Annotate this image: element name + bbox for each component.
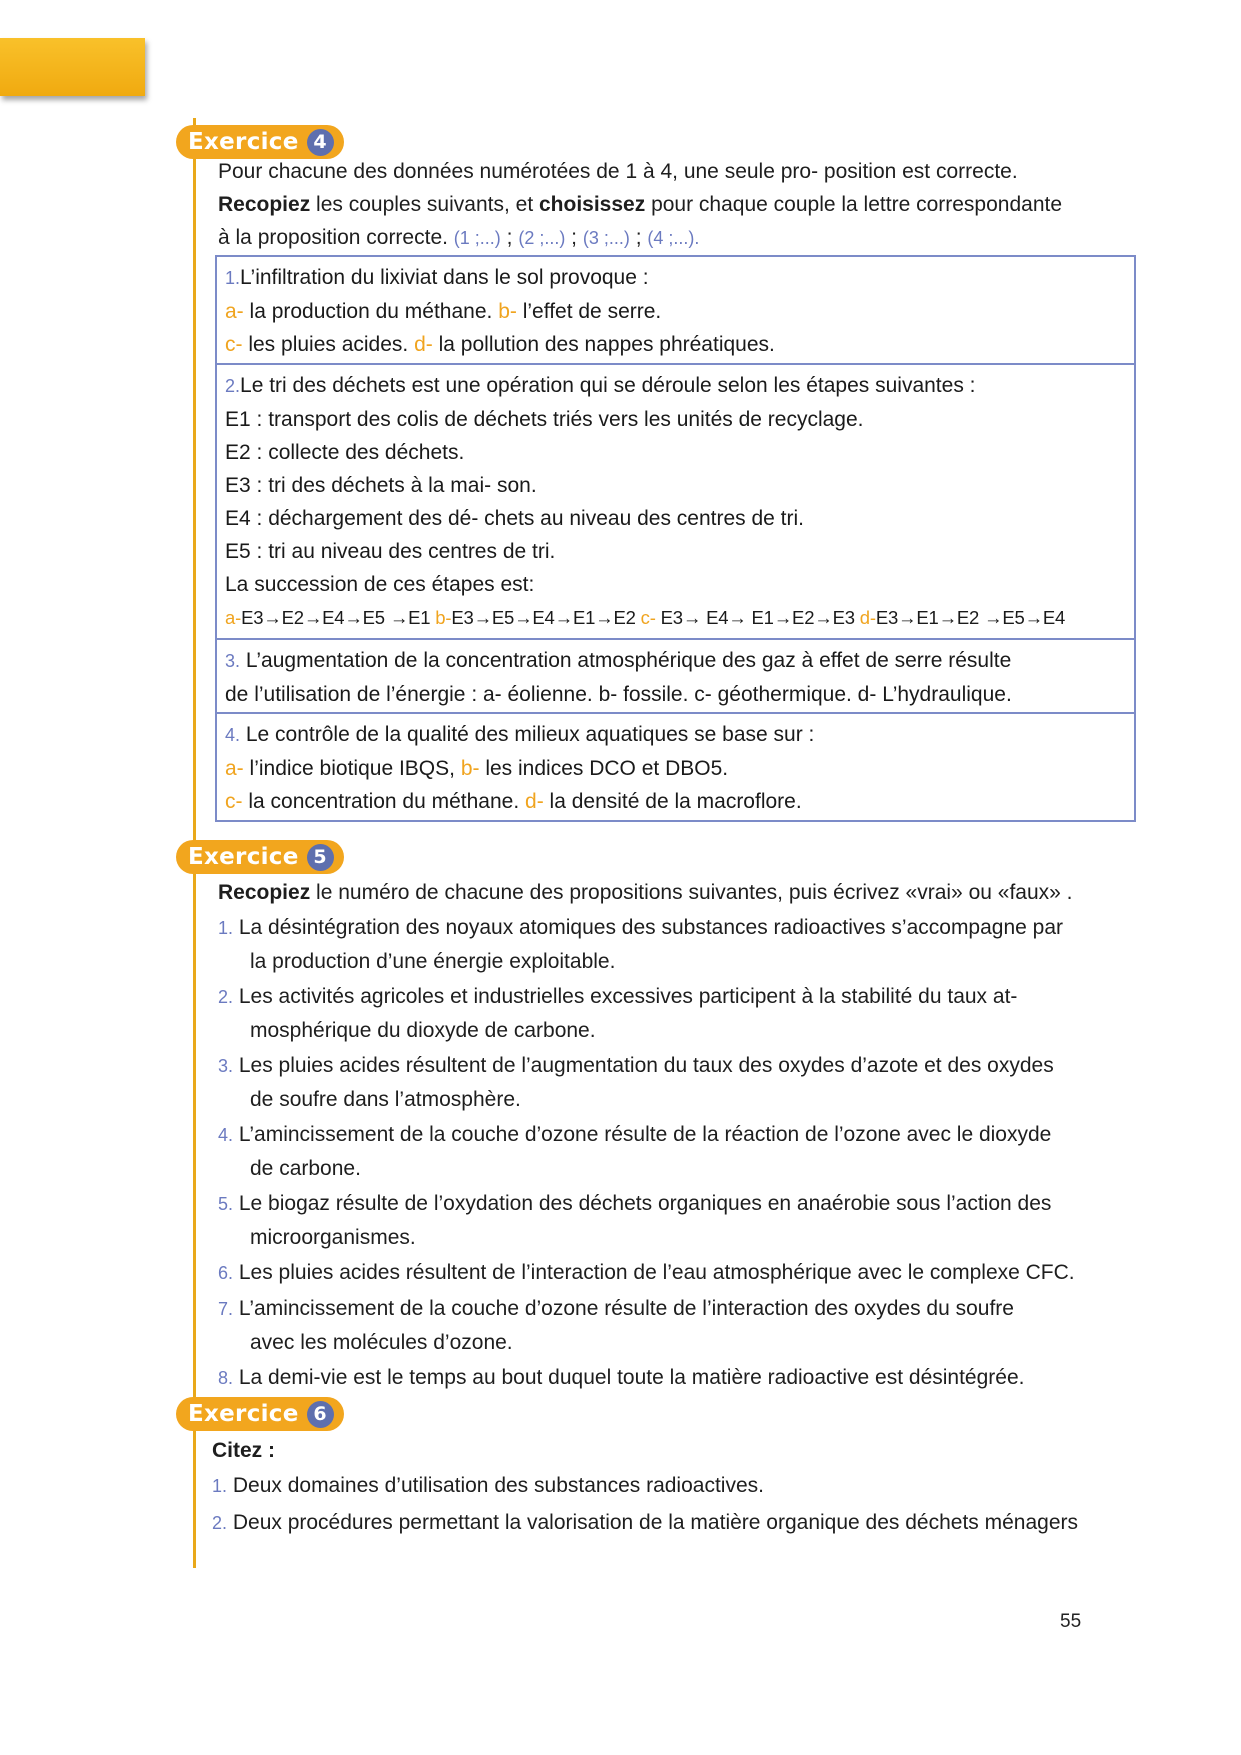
statement-line — [218, 1292, 1138, 1326]
citez-label: Citez : — [212, 1439, 275, 1462]
question-stem — [225, 718, 1126, 752]
intro-line-1: Pour chacune des données numérotées de 1 à 4, une seule pro- position est correcte. — [218, 160, 1018, 183]
exercise-title: Exercice — [188, 129, 299, 155]
statement-continuation: avec les molécules d’ozone. — [250, 1331, 513, 1354]
citez-item — [212, 1469, 1132, 1503]
exercise-5-intro — [218, 876, 1138, 909]
sequence-options — [225, 601, 1126, 634]
statement-number: 8. — [218, 1368, 234, 1388]
option-text: l’effet de serre. — [516, 300, 662, 323]
statement-item — [218, 911, 1138, 978]
option-letter: d- — [525, 790, 544, 813]
statement-line — [218, 1256, 1138, 1290]
question-box-2 — [215, 363, 1136, 640]
options-line — [225, 785, 1126, 818]
statement-continuation: mosphérique du dioxyde de carbone. — [250, 1019, 596, 1042]
option-text: les indices DCO et DBO5. — [479, 757, 729, 780]
exercise-6-header — [176, 1397, 344, 1431]
step-e1: E1 : transport des colis de déchets triés vers les unités de recyclage. — [225, 408, 864, 431]
option-text: E3→E1→E2 →E5→E4 — [875, 607, 1066, 628]
intro-text: à la proposition correcte. — [218, 226, 454, 249]
exercise-4-intro — [218, 155, 1138, 255]
option-letter: b- — [498, 300, 517, 323]
statement-number: 7. — [218, 1299, 234, 1319]
intro-line-3 — [218, 221, 1138, 255]
citez-item — [212, 1506, 1132, 1540]
statement-item — [218, 1118, 1138, 1185]
question-line: de l’utilisation de l’énergie : a- éolienne. b- fossile. c- géothermique. d- L’hydraulique. — [225, 683, 1012, 706]
statement-line — [218, 911, 1138, 945]
stem-text: L’infiltration du lixiviat dans le sol provoque : — [240, 266, 649, 289]
step-e4: E4 : déchargement des dé- chets au niveau des centres de tri. — [225, 507, 805, 530]
intro-bold-recopiez: Recopiez — [218, 193, 311, 216]
page-number: 55 — [1060, 1611, 1082, 1632]
pair-1: (1 ;...) — [453, 228, 501, 248]
statement-text: L’amincissement de la couche d’ozone résulte de l’interaction des oxydes du soufre — [233, 1297, 1014, 1320]
pair-sep: ; — [500, 226, 519, 249]
item-number: 1. — [212, 1476, 228, 1496]
intro-text: les couples suivants, et — [310, 193, 539, 216]
option-letter: b- — [460, 757, 480, 780]
options-line — [225, 295, 1126, 328]
statement-continuation: la production d’une énergie exploitable. — [250, 950, 616, 973]
option-text: la pollution des nappes phréatiques. — [432, 333, 775, 356]
option-text: E3→E5→E4→E1→E2 — [451, 607, 641, 628]
step-e3: E3 : tri des déchets à la mai- son. — [225, 474, 537, 497]
statement-item — [218, 1361, 1138, 1395]
intro-text: le numéro de chacune des propositions suivantes, puis écrivez «vrai» ou «faux» . — [310, 881, 1073, 904]
statement-item — [218, 1187, 1138, 1254]
pair-sep: ; — [629, 226, 648, 249]
option-letter: d- — [859, 607, 876, 628]
option-text: la production du méthane. — [243, 300, 499, 323]
exercise-number-badge: 5 — [307, 844, 334, 871]
exercise-number-badge: 4 — [307, 129, 334, 156]
statement-number: 2. — [218, 987, 234, 1007]
stem-text: Le contrôle de la qualité des milieux aquatiques se base sur : — [240, 723, 815, 746]
statement-line — [218, 1361, 1138, 1395]
stem-text: Le tri des déchets est une opération qui se déroule selon les étapes suivantes : — [240, 374, 976, 397]
question-box-4 — [215, 712, 1136, 822]
pair-3: (3 ;...) — [582, 228, 630, 248]
exercise-5-body — [218, 876, 1138, 1395]
intro-line-2 — [218, 188, 1138, 221]
statement-line — [218, 1049, 1138, 1083]
statement-line — [218, 1118, 1138, 1152]
statement-item — [218, 980, 1138, 1047]
question-box-1 — [215, 255, 1136, 365]
item-text: Deux domaines d’utilisation des substances radioactives. — [227, 1474, 764, 1497]
option-letter: c- — [225, 333, 243, 356]
statement-number: 4. — [218, 1125, 234, 1145]
statement-text: Les pluies acides résultent de l’interaction de l’eau atmosphérique avec le complexe CFC. — [233, 1261, 1075, 1284]
question-box-3 — [215, 638, 1136, 714]
question-stem — [225, 261, 1126, 295]
statement-line — [218, 1187, 1138, 1221]
statement-text: Les pluies acides résultent de l’augmentation du taux des oxydes d’azote et des oxydes — [233, 1054, 1054, 1077]
intro-text: pour chaque couple la lettre correspondante — [645, 193, 1063, 216]
succession-prompt: La succession de ces étapes est: — [225, 573, 535, 596]
statement-continuation: microorganismes. — [250, 1226, 416, 1249]
step-e5: E5 : tri au niveau des centres de tri. — [225, 540, 556, 563]
statement-continuation: de soufre dans l’atmosphère. — [250, 1088, 521, 1111]
question-number: 3. — [225, 651, 241, 671]
option-letter: a- — [225, 300, 244, 323]
statement-number: 5. — [218, 1194, 234, 1214]
statement-text: Le biogaz résulte de l’oxydation des déchets organiques en anaérobie sous l’action des — [233, 1192, 1052, 1215]
options-line — [225, 328, 1126, 361]
item-number: 2. — [212, 1513, 228, 1533]
statement-item — [218, 1049, 1138, 1116]
exercise-number-badge: 6 — [307, 1401, 334, 1428]
pair-2: (2 ;...) — [518, 228, 566, 248]
exercise-6-body — [212, 1434, 1132, 1540]
statement-line — [218, 980, 1138, 1014]
statement-item — [218, 1292, 1138, 1359]
intro-bold-choisissez: choisissez — [539, 193, 646, 216]
question-number: 2. — [225, 376, 241, 396]
option-letter: b- — [435, 607, 452, 628]
option-letter: c- — [225, 790, 243, 813]
options-line — [225, 752, 1126, 785]
option-text: E3→E2→E4→E5 →E1 — [241, 607, 436, 628]
option-letter: d- — [414, 333, 433, 356]
option-text: l’indice biotique IBQS, — [243, 757, 461, 780]
stem-text: L’augmentation de la concentration atmosphérique des gaz à effet de serre résulte — [240, 649, 1012, 672]
question-number: 4. — [225, 725, 241, 745]
pair-4: (4 ;...). — [647, 228, 700, 248]
option-letter: a- — [225, 607, 242, 628]
pair-sep: ; — [565, 226, 583, 249]
question-line — [225, 644, 1126, 678]
statement-text: La demi-vie est le temps au bout duquel toute la matière radioactive est désintégrée. — [233, 1366, 1025, 1389]
exercise-4-header — [176, 125, 344, 159]
statement-number: 1. — [218, 918, 234, 938]
exercise-title: Exercice — [188, 1401, 299, 1427]
corner-tab-decoration — [0, 38, 145, 96]
option-text: la densité de la macroflore. — [543, 790, 802, 813]
intro-bold-recopiez: Recopiez — [218, 881, 311, 904]
option-letter: c- — [640, 607, 656, 628]
statement-list — [218, 911, 1138, 1395]
statement-text: La désintégration des noyaux atomiques des substances radioactives s’accompagne par — [233, 916, 1064, 939]
statement-number: 6. — [218, 1263, 234, 1283]
statement-text: Les activités agricoles et industrielles excessives participent à la stabilité du taux at- — [233, 985, 1018, 1008]
option-letter: a- — [225, 757, 244, 780]
statement-continuation: de carbone. — [250, 1157, 361, 1180]
question-number: 1. — [225, 268, 241, 288]
option-text: les pluies acides. — [242, 333, 415, 356]
item-text: Deux procédures permettant la valorisation de la matière organique des déchets ménagers — [227, 1511, 1078, 1534]
statement-text: L’amincissement de la couche d’ozone résulte de la réaction de l’ozone avec le dioxyde — [233, 1123, 1052, 1146]
option-text: la concentration du méthane. — [242, 790, 526, 813]
question-stem — [225, 369, 1126, 403]
statement-item — [218, 1256, 1138, 1290]
statement-number: 3. — [218, 1056, 234, 1076]
exercise-title: Exercice — [188, 844, 299, 870]
step-e2: E2 : collecte des déchets. — [225, 441, 465, 464]
option-text: E3→ E4→ E1→E2→E3 — [655, 607, 860, 628]
exercise-5-header — [176, 840, 344, 874]
